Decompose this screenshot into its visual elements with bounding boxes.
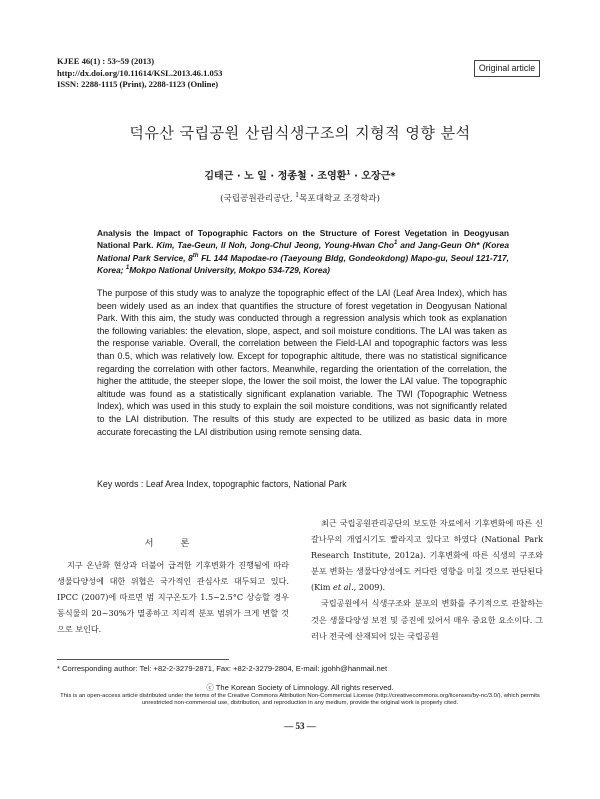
right-p1-text-b: , 2009). bbox=[353, 582, 386, 593]
english-authors-c: FL 144 Mapodae-ro (Taeyoung Bldg, Gondeokdong) Mapo-gu, Seoul 121-717, Korea; bbox=[97, 252, 509, 275]
authors-part-2: · 오장근* bbox=[350, 171, 396, 182]
english-title-block bbox=[97, 227, 509, 276]
right-p1-text-a: 최근 국립공원관리공단의 보도한 자료에서 기후변화에 따른 신갈나무의 개엽시기도 빨라지고 있다고 하였다 (National Park Research Institute, 2012a). 기후변화에 따른 식생의 구조와 분포 변화는 생물다양성에도 커다란 영향을 미칠 것으로 판단된다 (Kim bbox=[311, 518, 543, 593]
corresponding-author-footnote: * Corresponding author: Tel: +82-2-3279-2871, Fax: +82-2-3279-2804, E-mail: jgohh@hanmail.net bbox=[57, 664, 388, 673]
left-paragraph: 지구 온난화 현상과 더불어 급격한 기후변화가 진행됨에 따라 생물다양성에 대한 위협은 국가적인 관심사로 대두되고 있다. IPCC (2007)에 따르면 범 지구온도가 1.5~2.5°C 상승할 경우 동식물의 20~30%가 멸종하고 지리적 분포 범위가 크게 변할 것으로 보인다. bbox=[57, 560, 289, 635]
affil-mark-1: 1 bbox=[346, 169, 351, 177]
affiliation-mark: 1 bbox=[295, 192, 300, 200]
affiliation-part-1: (국립공원관리공단, bbox=[220, 194, 296, 204]
license-notice: This is an open-access article distributed under the terms of the Creative Commons Attribution Non-Commercial License (http://creativecommons.org/licenses/by-nc/3.0/), which permits unrestricted non-commercial use, distribution, and reproduction in any medium, provide the original work is properly cited. bbox=[60, 693, 540, 707]
copyright-notice: ⓒ The Korean Society of Limnology. All rights reserved. bbox=[206, 683, 394, 692]
right-paragraph-2: 국립공원에서 식생구조와 분포의 변화를 주기적으로 관찰하는 것은 생물다양성 보전 및 증진에 있어서 매우 중요한 요소이다. 그러나 전국에 산재되어 있는 국립공원 bbox=[311, 598, 543, 641]
affiliation bbox=[0, 192, 600, 204]
right-p1-etal: et al. bbox=[333, 582, 354, 593]
english-authors-b: and Jang-Geun Oh* (Korea National Park Service, 8 bbox=[97, 240, 509, 263]
right-paragraph-1 bbox=[311, 515, 543, 595]
english-sup-1: 1 bbox=[394, 240, 398, 247]
abstract: The purpose of this study was to analyze the topographic effect of the LAI (Leaf Area Index), which has been widely used as an index that quantifies the structure of forest vegetation in Deogyusan National Park. With this aim, the study was conducted through a regression analysis which took as explanation the following variables: the elevation, slope, aspect, and soil moisture conditions. The LAI was taken as the response variable. Overall, the correlation between the Field-LAI and topographic factors was less than 0.5, which was relatively low. Except for topographic altitude, there was no statistical significance regarding the correlation with other factors. Meanwhile, regarding the orientation of the correlation, the higher the attitude, the steeper slope, the lower the soil moist, the lower the LAI value. The topographic altitude was found as a statistically significant explanation variable. The TWI (Topographic Wetness Index), which was used in this study to explain the soil moisture conditions, was not significantly related to the LAI distribution. The results of this study are expected to be utilized as basic data in more accurate forecasting the LAI distribution using remote sensing data. bbox=[97, 288, 507, 437]
section-heading-introduction: 서 론 bbox=[144, 538, 202, 549]
journal-citation: KJEE 46(1) : 53~59 (2013) bbox=[57, 56, 155, 66]
english-sup-2: 1 bbox=[125, 265, 130, 272]
article-type-badge: Original article bbox=[474, 60, 540, 77]
keywords: Key words : Leaf Area Index, topographic factors, National Park bbox=[97, 479, 347, 489]
page-title: 덕유산 국립공원 산림식생구조의 지형적 영향 분석 bbox=[129, 124, 471, 142]
footnote-divider bbox=[57, 659, 229, 660]
issn: ISSN: 2288-1115 (Print), 2288-1123 (Online) bbox=[57, 79, 219, 89]
right-column bbox=[311, 515, 543, 644]
english-authors-d: Mokpo National University, Mokpo 534-729, Korea) bbox=[129, 264, 330, 275]
left-column bbox=[57, 536, 289, 638]
english-sup-th: th bbox=[192, 252, 199, 259]
affiliation-part-2: 목포대학교 조경학과) bbox=[299, 194, 380, 204]
authors-part-1: 김태근 · 노 일 · 정종철 · 조영환 bbox=[204, 171, 347, 182]
doi-link[interactable]: http://dx.doi.org/10.11614/KSL.2013.46.1.053 bbox=[57, 67, 223, 78]
english-title: Analysis the Impact of Topographic Factors on the Structure of Forest Vegetation in Deogyusan National Park. bbox=[97, 228, 509, 251]
english-authors-a: Kim, Tae-Geun, Il Noh, Jong-Chul Jeong, Young-Hwan Cho bbox=[153, 240, 395, 251]
author-list bbox=[0, 167, 600, 182]
journal-meta bbox=[57, 56, 222, 91]
page-number: — 53 — bbox=[284, 721, 316, 731]
